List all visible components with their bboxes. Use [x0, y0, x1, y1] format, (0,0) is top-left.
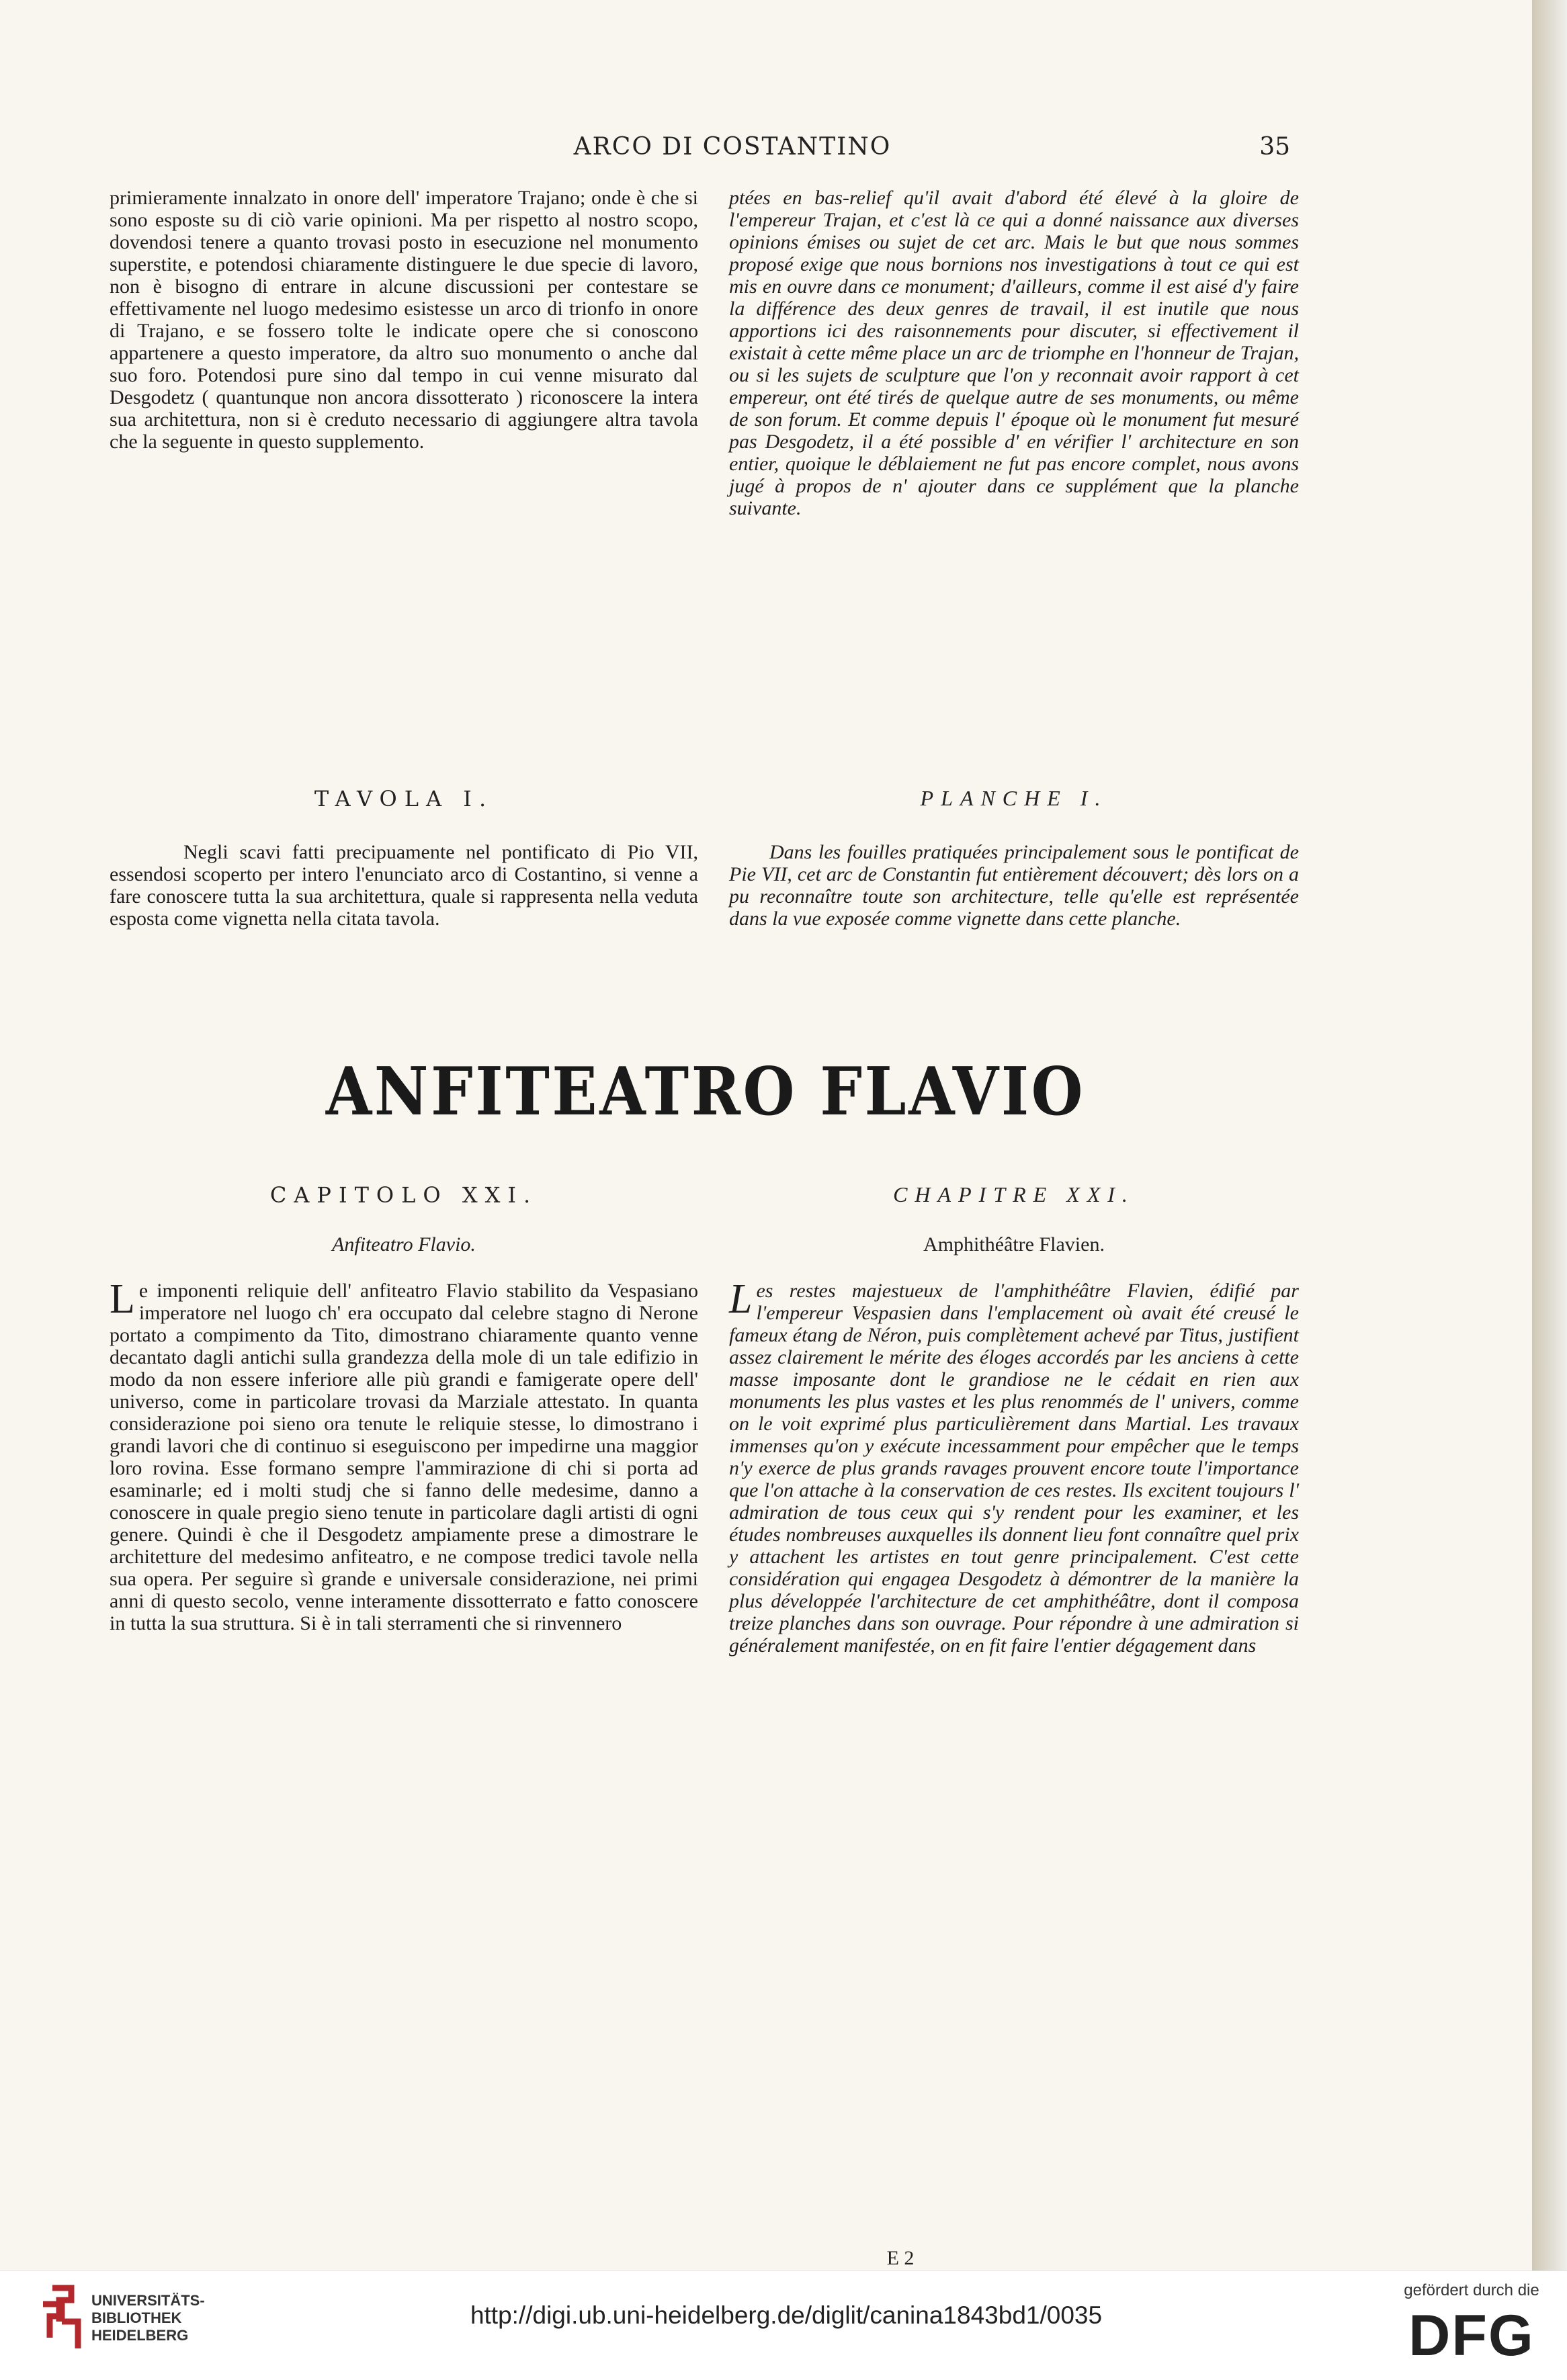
- page-edge: [1532, 0, 1567, 2271]
- italian-plate-paragraph: Negli scavi fatti precipuamente nel pontificato di Pio VII, essendosi scoperto per intero l'enunciato arco di Costantino, si venne a fare conoscere tutta la sua architettura, quale si rappresenta nella veduta esposta come vignetta nella citata tavola.: [110, 841, 698, 930]
- french-plate-text: [729, 841, 1299, 930]
- italian-plate-heading: TAVOLA I.: [314, 786, 494, 811]
- italian-chapter-paragraph: e imponenti reliquie dell' anfiteatro Flavio stabilito da Vespasiano imperatore nel luogo ch' era occupato dal celebre stagno di Nerone portato a compimento da Tito, dimostrano chiaramente quanto venne decantato dagli antichi sulla grandezza della mole di un tale edifizio in modo da non essere inferiore alle più grandi e famigerate opere dell' universo, come in particolare trovasi da Marziale attestato. In quanta considerazione poi sieno ora tenute le reliquie stesse, lo dimostrano i grandi lavori che di continuo si eseguiscono per impedirne una maggior loro rovina. Esse formano sempre l'ammirazione di chi si porta ad esaminarle; ed i molti studj che si fanno delle medesime, danno a conoscere in quale pregio sieno tenute in particolare dagli artisti di ogni genere. Quindi è che il Desgodetz ampiamente prese a dimostrare le architetture del medesimo anfiteatro, e ne compose tredici tavole nella sua opera. Per seguire sì grande e universale considerazione, nei primi anni di questo secolo, venne interamente dissotterrato e fatto conoscere in tutta la sua struttura. Si è in tali sterramenti che si rinvennero: [110, 1280, 698, 1634]
- library-name-line: UNIVERSITÄTS-: [91, 2292, 205, 2309]
- italian-intro-paragraph: primieramente innalzato in onore dell' imperatore Trajano; onde è che si sono esposte su di ciò varie opinioni. Ma per rispetto al nostro scopo, dovendosi tenere a quanto trovasi posto in esecuzione nel monumento superstite, e potendosi chiaramente distinguere le due specie di lavoro, non è bisogno di entrare in alcune discussioni per contestare se effettivamente nel luogo medesimo esistesse un arco di trionfo in onore di Trajano, e se fossero tolte le indicate opere che si conoscono appartenere a questo imperatore, da altro suo monumento o anche dal suo foro. Potendosi pure sino dal tempo in cui venne misurato dal Desgodetz ( quantunque non ancora dissotterato ) riconoscere la intera sua architettura, non si è creduto necessario di aggiungere altra tavola che la seguente in questo supplemento.: [110, 187, 698, 453]
- permalink-url[interactable]: http://digi.ub.uni-heidelberg.de/diglit/canina1843bd1/0035: [470, 2301, 1103, 2329]
- french-chapter-text: [729, 1276, 1299, 1657]
- french-plate-paragraph: Dans les fouilles pratiquées principalement sous le pontificat de Pie VII, cet arc de Constantin fut entièrement découvert; dès lors on a pu reconnaître toute son architecture, telle qu'elle est représentée dans la vue exposée comme vignette dans cette planche.: [729, 841, 1299, 930]
- italian-intro-text: [110, 187, 698, 453]
- library-name-line: BIBLIOTHEK: [91, 2309, 182, 2326]
- italian-chapter-subtitle: Anfiteatro Flavio.: [332, 1233, 476, 1255]
- french-chapter-subtitle: Amphithéâtre Flavien.: [923, 1233, 1105, 1255]
- french-chapter-heading: CHAPITRE XXI.: [893, 1182, 1135, 1206]
- page-number: 35: [1259, 133, 1290, 161]
- italian-drop-cap: L: [110, 1276, 135, 1322]
- funding-label: gefördert durch die: [1404, 2281, 1539, 2299]
- library-name-line: HEIDELBERG: [91, 2327, 189, 2344]
- french-intro-text: [729, 187, 1299, 519]
- italian-chapter-text: [110, 1276, 698, 1634]
- university-library-logo-icon: [35, 2281, 83, 2356]
- french-drop-cap: L: [729, 1276, 753, 1322]
- french-plate-heading: PLANCHE I.: [920, 786, 1108, 810]
- french-intro-paragraph: ptées en bas-relief qu'il avait d'abord été élevé à la gloire de l'empereur Trajan, et c'est là ce qui a donné naissance aux diverses opinions émises ou sujet de cet arc. Mais le but que nous sommes proposé exige que nous bornions nos investigations à tout ce qui est mis en ouvre dans ce monument; d'ailleurs, comme il est aisé d'y faire la différence des deux genres de travail, il est inutile que nous apportions ici des raisonnements pour discuter, si effectivement il existait à cette même place un arc de triomphe en l'honneur de Trajan, ou si les sujets de sculpture que l'on y reconnait avoir rapport à cet empereur, ont été tirés de quelque autre de ses monuments, ou même de son forum. Et comme depuis l' époque où le monument fut mesuré pas Desgodetz, il a été possible d' en vérifier l' architecture en son entier, quoique le déblaiement ne fut pas encore complet, nous avons jugé à propos de n' ajouter dans ce supplément que la planche suivante.: [729, 187, 1299, 519]
- dfg-logo: DFG: [1408, 2303, 1535, 2368]
- signature-mark: E 2: [886, 2247, 915, 2269]
- french-chapter-paragraph: es restes majestueux de l'amphithéâtre Flavien, édifié par l'empereur Vespasien dans l'emplacement où avait été creusé le fameux étang de Néron, puis complètement achevé par Titus, justifient assez clairement le mérite des éloges accordés par les anciens à cette masse imposante dont le grandiose ne le cédait en rien aux monuments les plus vastes et les plus renommés de l' univers, comme on le voit exprimé plus particulièrement dans Martial. Les travaux immenses qu'on y exécute incessamment pour empêcher que le temps n'y exerce de plus grands ravages prouvent encore toute l'importance que l'on attache à la conservation de ces restes. Ils excitent toujours l' admiration de tous ceux qui s'y rendent pour les examiner, et les études nombreuses auxquelles ils donnent lieu font connaître quel prix y attachent les artistes en tout genre principalement. C'est cette considération qui engagea Desgodetz à démontrer de la manière la plus développée l'architecture de cet amphithéâtre, dont il composa treize planches dans son ouvrage. Pour répondre à une admiration si généralement manifestée, on en fit faire l'entier dégagement dans: [729, 1280, 1299, 1657]
- italian-plate-text: [110, 841, 698, 930]
- running-header-title: ARCO DI COSTANTINO: [573, 133, 892, 161]
- university-library-name: [91, 2292, 205, 2344]
- italian-chapter-heading: CAPITOLO XXI.: [269, 1182, 538, 1208]
- section-main-title: ANFITEATRO FLAVIO: [325, 1053, 1086, 1131]
